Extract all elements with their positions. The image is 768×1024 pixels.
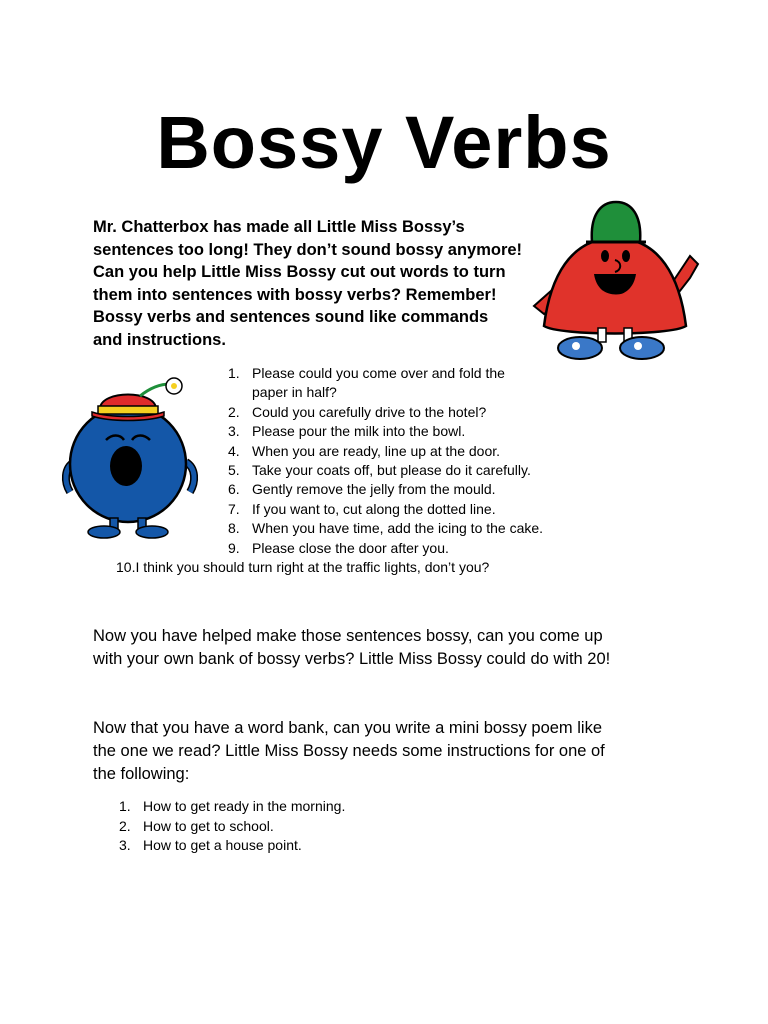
intro-line: Can you help Little Miss Bossy cut out words to turn xyxy=(93,263,506,282)
paragraph-line: with your own bank of bossy verbs? Little Miss Bossy could do with 20! xyxy=(93,649,611,668)
list-item: 3. How to get a house point. xyxy=(119,837,302,854)
poem-paragraph xyxy=(93,717,693,785)
list-item: 7. If you want to, cut along the dotted line. xyxy=(228,500,496,517)
list-item: 8. When you have time, add the icing to the cake. xyxy=(228,520,544,537)
list-item: 1. How to get ready in the morning. xyxy=(119,798,346,814)
page-title: Bossy Verbs xyxy=(156,101,612,184)
list-item: 5. Take your coats off, but please do it carefully. xyxy=(228,462,531,479)
list-item: 3. Please pour the milk into the bowl. xyxy=(228,423,466,440)
intro-paragraph xyxy=(93,216,543,352)
intro-line: them into sentences with bossy verbs? Remember! xyxy=(93,285,497,304)
list-item: 2. Could you carefully drive to the hotel? xyxy=(228,403,487,420)
sentences-list xyxy=(0,364,543,577)
list-item: 10.I think you should turn right at the traffic lights, don’t you? xyxy=(116,559,490,576)
list-item: 1. Please could you come over and fold the paper in half? xyxy=(228,365,505,401)
intro-line: sentences too long! They don’t sound bossy anymore! xyxy=(93,240,523,259)
mr-chatterbox-illustration xyxy=(530,198,700,366)
paragraph-line: the one we read? Little Miss Bossy needs some instructions for one of xyxy=(93,741,605,760)
word-bank-paragraph xyxy=(93,625,693,671)
paragraph-line: the following: xyxy=(93,764,190,783)
paragraph-line: Now you have helped make those sentences bossy, can you come up xyxy=(93,627,603,645)
intro-line: Bossy verbs and sentences sound like commands xyxy=(93,308,489,327)
list-item: 6. Gently remove the jelly from the mould. xyxy=(228,481,496,498)
list-item: 4. When you are ready, line up at the door. xyxy=(228,442,501,459)
list-item: 2. How to get to school. xyxy=(119,817,274,834)
intro-line: and instructions. xyxy=(93,330,226,349)
intro-line: Mr. Chatterbox has made all Little Miss Bossy’s xyxy=(93,218,465,236)
tasks-list xyxy=(0,797,345,856)
paragraph-line: Now that you have a word bank, can you write a mini bossy poem like xyxy=(93,719,603,737)
list-item: 9. Please close the door after you. xyxy=(228,539,449,556)
